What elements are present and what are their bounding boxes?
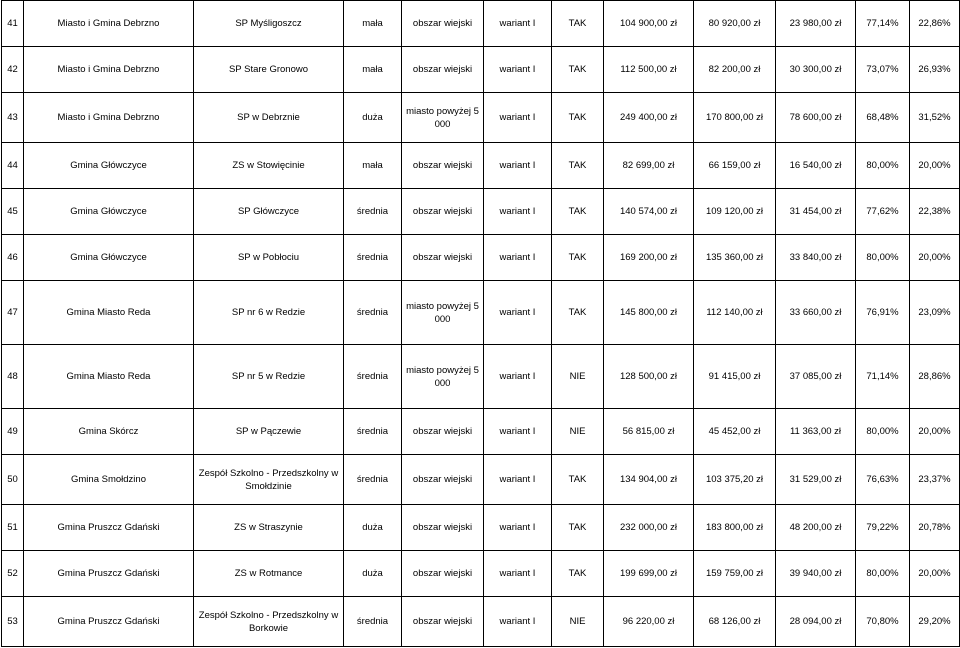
cell-grant-amount: 82 200,00 zł: [694, 47, 776, 93]
cell-own-contribution: 33 660,00 zł: [776, 281, 856, 345]
cell-own-percent: 22,86%: [910, 1, 960, 47]
cell-school-size: duża: [344, 93, 402, 143]
cell-decision: TAK: [552, 189, 604, 235]
cell-variant: wariant I: [484, 597, 552, 647]
cell-variant: wariant I: [484, 345, 552, 409]
cell-own-percent: 22,38%: [910, 189, 960, 235]
cell-gmina: Gmina Główczyce: [24, 189, 194, 235]
cell-total-cost: 134 904,00 zł: [604, 455, 694, 505]
cell-school-name: SP w Pobłociu: [194, 235, 344, 281]
cell-area-type: miasto powyżej 5 000: [402, 93, 484, 143]
table-row: [2, 93, 960, 143]
cell-grant-percent: 73,07%: [856, 47, 910, 93]
cell-gmina: Gmina Miasto Reda: [24, 345, 194, 409]
cell-variant: wariant I: [484, 47, 552, 93]
table-row: [2, 597, 960, 647]
cell-total-cost: 128 500,00 zł: [604, 345, 694, 409]
cell-grant-percent: 79,22%: [856, 505, 910, 551]
table-row: [2, 409, 960, 455]
cell-row-number: 48: [2, 345, 24, 409]
cell-variant: wariant I: [484, 551, 552, 597]
cell-grant-percent: 80,00%: [856, 143, 910, 189]
cell-school-size: średnia: [344, 597, 402, 647]
cell-area-type: obszar wiejski: [402, 189, 484, 235]
cell-decision: TAK: [552, 281, 604, 345]
cell-school-name: SP w Pączewie: [194, 409, 344, 455]
table-row: [2, 143, 960, 189]
table-row: [2, 1, 960, 47]
cell-decision: NIE: [552, 409, 604, 455]
cell-own-percent: 20,00%: [910, 143, 960, 189]
cell-grant-percent: 80,00%: [856, 235, 910, 281]
cell-row-number: 53: [2, 597, 24, 647]
cell-area-type: obszar wiejski: [402, 455, 484, 505]
cell-school-name: ZS w Straszynie: [194, 505, 344, 551]
cell-grant-percent: 80,00%: [856, 551, 910, 597]
cell-grant-percent: 76,63%: [856, 455, 910, 505]
table-row: [2, 235, 960, 281]
cell-variant: wariant I: [484, 143, 552, 189]
cell-own-percent: 29,20%: [910, 597, 960, 647]
cell-variant: wariant I: [484, 281, 552, 345]
cell-own-percent: 26,93%: [910, 47, 960, 93]
cell-row-number: 52: [2, 551, 24, 597]
cell-school-size: mała: [344, 47, 402, 93]
cell-decision: TAK: [552, 47, 604, 93]
table-row: [2, 345, 960, 409]
cell-total-cost: 112 500,00 zł: [604, 47, 694, 93]
cell-own-contribution: 33 840,00 zł: [776, 235, 856, 281]
table-body: [2, 1, 960, 647]
cell-grant-amount: 103 375,20 zł: [694, 455, 776, 505]
cell-area-type: obszar wiejski: [402, 235, 484, 281]
cell-grant-amount: 66 159,00 zł: [694, 143, 776, 189]
cell-total-cost: 199 699,00 zł: [604, 551, 694, 597]
cell-own-contribution: 48 200,00 zł: [776, 505, 856, 551]
cell-grant-amount: 112 140,00 zł: [694, 281, 776, 345]
cell-gmina: Gmina Miasto Reda: [24, 281, 194, 345]
cell-area-type: obszar wiejski: [402, 551, 484, 597]
cell-decision: TAK: [552, 455, 604, 505]
table-row: [2, 189, 960, 235]
cell-area-type: obszar wiejski: [402, 143, 484, 189]
cell-row-number: 46: [2, 235, 24, 281]
cell-area-type: obszar wiejski: [402, 505, 484, 551]
cell-own-contribution: 78 600,00 zł: [776, 93, 856, 143]
cell-school-name: SP Stare Gronowo: [194, 47, 344, 93]
cell-row-number: 51: [2, 505, 24, 551]
cell-area-type: obszar wiejski: [402, 597, 484, 647]
cell-variant: wariant I: [484, 235, 552, 281]
cell-own-percent: 28,86%: [910, 345, 960, 409]
cell-own-contribution: 28 094,00 zł: [776, 597, 856, 647]
cell-school-size: mała: [344, 1, 402, 47]
cell-school-name: SP Główczyce: [194, 189, 344, 235]
cell-school-name: SP Myśligoszcz: [194, 1, 344, 47]
cell-total-cost: 104 900,00 zł: [604, 1, 694, 47]
cell-grant-percent: 76,91%: [856, 281, 910, 345]
cell-school-size: średnia: [344, 345, 402, 409]
cell-grant-amount: 159 759,00 zł: [694, 551, 776, 597]
cell-own-contribution: 37 085,00 zł: [776, 345, 856, 409]
cell-own-contribution: 16 540,00 zł: [776, 143, 856, 189]
cell-own-contribution: 39 940,00 zł: [776, 551, 856, 597]
cell-gmina: Gmina Pruszcz Gdański: [24, 597, 194, 647]
cell-variant: wariant I: [484, 93, 552, 143]
cell-gmina: Miasto i Gmina Debrzno: [24, 1, 194, 47]
cell-school-name: Zespół Szkolno - Przedszkolny w Borkowie: [194, 597, 344, 647]
cell-own-contribution: 31 529,00 zł: [776, 455, 856, 505]
table-row: [2, 455, 960, 505]
cell-row-number: 49: [2, 409, 24, 455]
cell-school-size: duża: [344, 551, 402, 597]
cell-own-percent: 23,09%: [910, 281, 960, 345]
cell-row-number: 43: [2, 93, 24, 143]
table-row: [2, 281, 960, 345]
cell-school-name: ZS w Stowięcinie: [194, 143, 344, 189]
cell-area-type: obszar wiejski: [402, 1, 484, 47]
cell-school-size: średnia: [344, 281, 402, 345]
cell-variant: wariant I: [484, 455, 552, 505]
table-row: [2, 47, 960, 93]
cell-variant: wariant I: [484, 189, 552, 235]
cell-area-type: obszar wiejski: [402, 409, 484, 455]
cell-school-name: Zespół Szkolno - Przedszkolny w Smołdzinie: [194, 455, 344, 505]
cell-gmina: Gmina Pruszcz Gdański: [24, 505, 194, 551]
cell-total-cost: 56 815,00 zł: [604, 409, 694, 455]
table-row: [2, 505, 960, 551]
cell-gmina: Gmina Główczyce: [24, 143, 194, 189]
cell-decision: TAK: [552, 143, 604, 189]
cell-own-percent: 31,52%: [910, 93, 960, 143]
cell-gmina: Miasto i Gmina Debrzno: [24, 47, 194, 93]
cell-grant-amount: 183 800,00 zł: [694, 505, 776, 551]
cell-own-percent: 20,00%: [910, 235, 960, 281]
cell-variant: wariant I: [484, 409, 552, 455]
cell-total-cost: 169 200,00 zł: [604, 235, 694, 281]
cell-decision: TAK: [552, 551, 604, 597]
cell-grant-amount: 135 360,00 zł: [694, 235, 776, 281]
cell-gmina: Gmina Skórcz: [24, 409, 194, 455]
cell-school-size: średnia: [344, 189, 402, 235]
cell-school-name: SP nr 5 w Redzie: [194, 345, 344, 409]
cell-own-percent: 20,00%: [910, 551, 960, 597]
cell-decision: TAK: [552, 93, 604, 143]
cell-grant-percent: 68,48%: [856, 93, 910, 143]
cell-school-size: mała: [344, 143, 402, 189]
cell-row-number: 50: [2, 455, 24, 505]
cell-grant-amount: 45 452,00 zł: [694, 409, 776, 455]
cell-school-size: duża: [344, 505, 402, 551]
cell-decision: NIE: [552, 597, 604, 647]
cell-total-cost: 232 000,00 zł: [604, 505, 694, 551]
table-row: [2, 551, 960, 597]
cell-decision: NIE: [552, 345, 604, 409]
cell-own-percent: 20,78%: [910, 505, 960, 551]
cell-gmina: Gmina Pruszcz Gdański: [24, 551, 194, 597]
cell-grant-percent: 71,14%: [856, 345, 910, 409]
cell-grant-percent: 77,62%: [856, 189, 910, 235]
cell-own-contribution: 23 980,00 zł: [776, 1, 856, 47]
cell-total-cost: 249 400,00 zł: [604, 93, 694, 143]
cell-school-size: średnia: [344, 455, 402, 505]
cell-own-contribution: 31 454,00 zł: [776, 189, 856, 235]
cell-total-cost: 140 574,00 zł: [604, 189, 694, 235]
cell-grant-amount: 91 415,00 zł: [694, 345, 776, 409]
cell-decision: TAK: [552, 1, 604, 47]
cell-own-percent: 23,37%: [910, 455, 960, 505]
cell-decision: TAK: [552, 235, 604, 281]
cell-area-type: miasto powyżej 5 000: [402, 281, 484, 345]
cell-grant-amount: 80 920,00 zł: [694, 1, 776, 47]
cell-variant: wariant I: [484, 505, 552, 551]
cell-school-name: ZS w Rotmance: [194, 551, 344, 597]
cell-own-contribution: 30 300,00 zł: [776, 47, 856, 93]
cell-row-number: 47: [2, 281, 24, 345]
cell-area-type: miasto powyżej 5 000: [402, 345, 484, 409]
cell-own-contribution: 11 363,00 zł: [776, 409, 856, 455]
cell-area-type: obszar wiejski: [402, 47, 484, 93]
cell-row-number: 42: [2, 47, 24, 93]
cell-row-number: 41: [2, 1, 24, 47]
cell-school-name: SP w Debrznie: [194, 93, 344, 143]
cell-variant: wariant I: [484, 1, 552, 47]
cell-grant-percent: 70,80%: [856, 597, 910, 647]
cell-school-name: SP nr 6 w Redzie: [194, 281, 344, 345]
cell-grant-amount: 170 800,00 zł: [694, 93, 776, 143]
cell-own-percent: 20,00%: [910, 409, 960, 455]
cell-gmina: Gmina Smołdzino: [24, 455, 194, 505]
cell-grant-amount: 109 120,00 zł: [694, 189, 776, 235]
cell-grant-percent: 77,14%: [856, 1, 910, 47]
cell-gmina: Gmina Główczyce: [24, 235, 194, 281]
cell-school-size: średnia: [344, 409, 402, 455]
cell-total-cost: 145 800,00 zł: [604, 281, 694, 345]
cell-gmina: Miasto i Gmina Debrzno: [24, 93, 194, 143]
cell-grant-percent: 80,00%: [856, 409, 910, 455]
cell-decision: TAK: [552, 505, 604, 551]
cell-grant-amount: 68 126,00 zł: [694, 597, 776, 647]
cell-school-size: średnia: [344, 235, 402, 281]
cell-total-cost: 96 220,00 zł: [604, 597, 694, 647]
cell-row-number: 44: [2, 143, 24, 189]
school-funding-table: [1, 0, 960, 647]
cell-row-number: 45: [2, 189, 24, 235]
cell-total-cost: 82 699,00 zł: [604, 143, 694, 189]
